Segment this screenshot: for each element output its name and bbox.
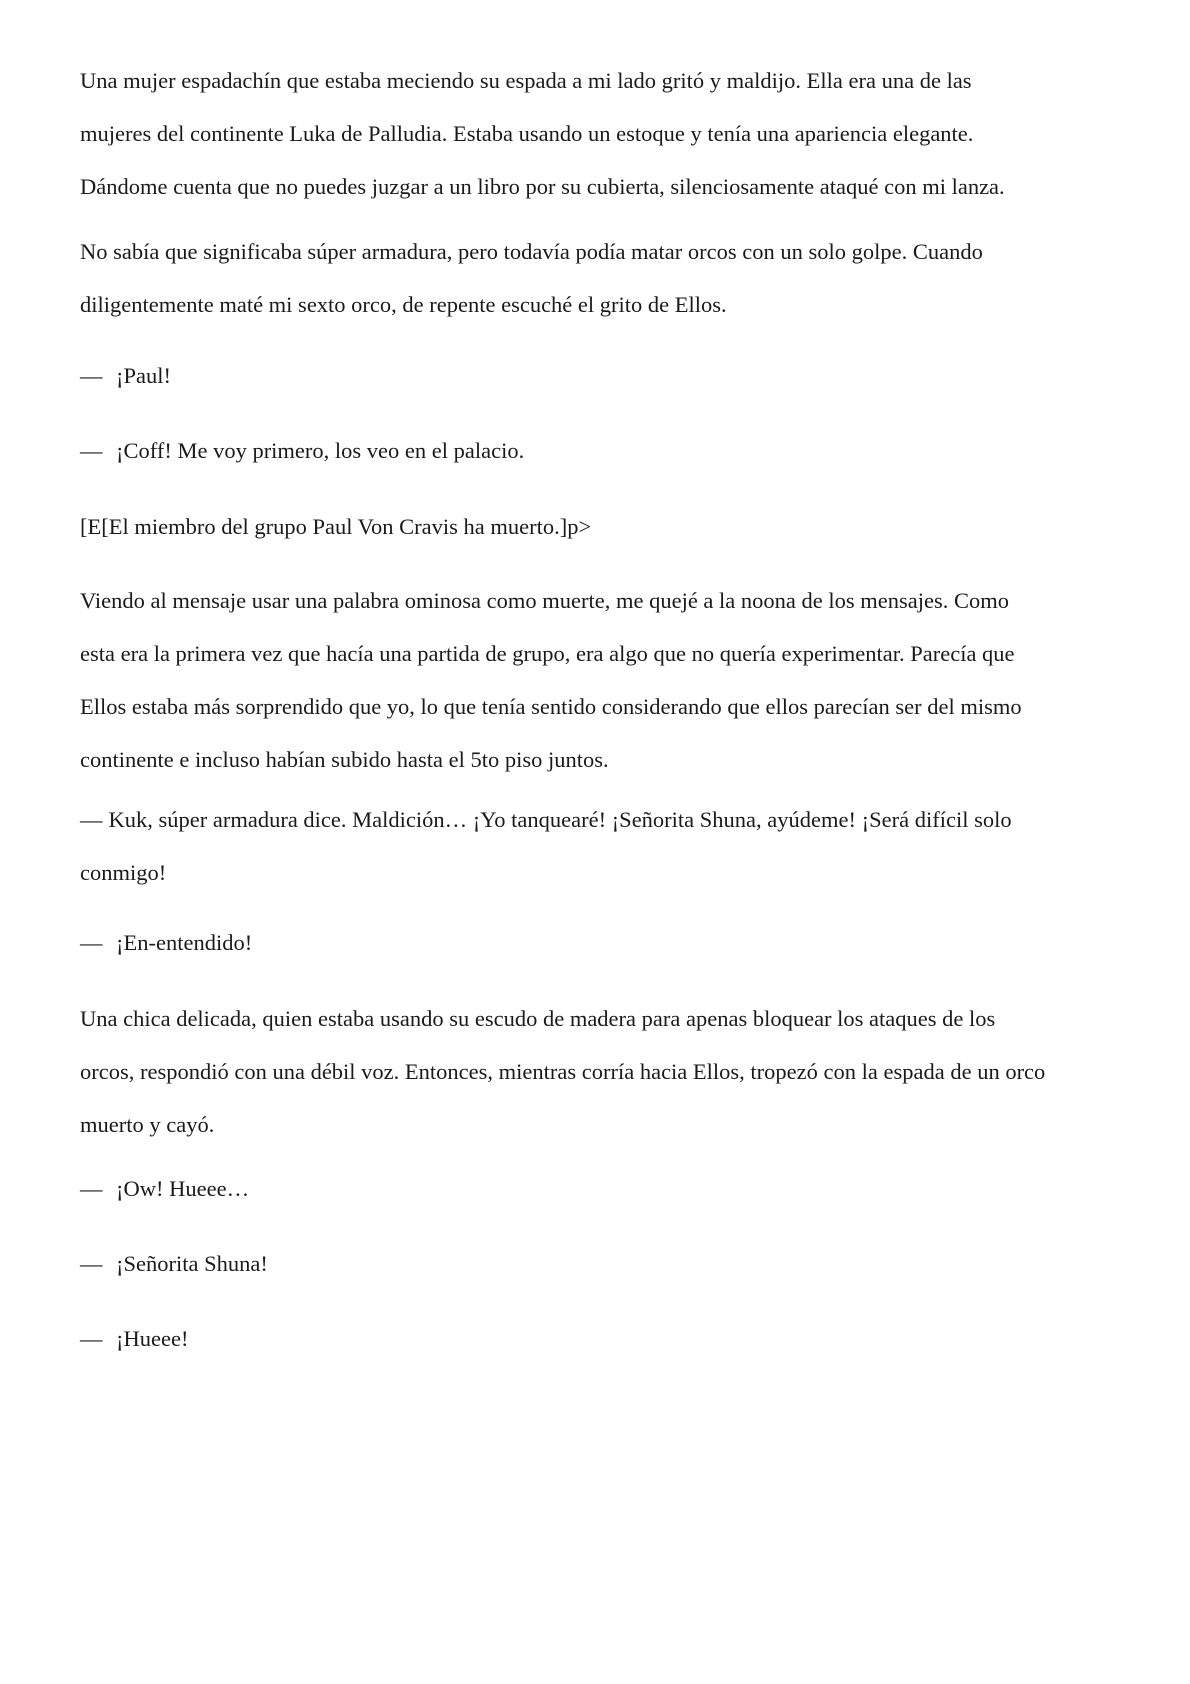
dialogue-line-4 [80,916,1120,969]
dialogue-line-7 [80,1312,1120,1365]
paragraph-line: diligentemente maté mi sexto orco, de repente escuché el grito de Ellos. [80,292,727,317]
paragraph-1 [80,54,1120,213]
paragraph-line: continente e incluso habían subido hasta el 5to piso juntos. [80,747,609,772]
system-message [80,500,1120,553]
dialogue-text: ¡Ow! Hueee… [116,1176,250,1201]
paragraph-line: muerto y cayó. [80,1112,215,1137]
dialogue-text: Kuk, súper armadura dice. Maldición… ¡Yo tanquearé! ¡Señorita Shuna, ayúdeme! ¡Será difícil solo [108,807,1012,832]
dialogue-dash: — [80,1176,103,1201]
dialogue-text: conmigo! [80,860,167,885]
dialogue-dash: — [80,1326,103,1351]
dialogue-dash: — [80,807,103,832]
dialogue-dash: — [80,1251,103,1276]
paragraph-2 [80,225,1120,331]
dialogue-dash: — [80,438,103,463]
paragraph-line: mujeres del continente Luka de Palludia. Estaba usando un estoque y tenía una apariencia elegante. [80,121,974,146]
dialogue-text: ¡Hueee! [116,1326,189,1351]
system-message-text: [E[El miembro del grupo Paul Von Cravis ha muerto.]p> [80,514,592,539]
paragraph-line: Una mujer espadachín que estaba meciendo su espada a mi lado gritó y maldijo. Ella era una de las [80,68,972,93]
paragraph-3 [80,574,1120,786]
paragraph-line: No sabía que significaba súper armadura, pero todavía podía matar orcos con un solo golpe. Cuando [80,239,983,264]
dialogue-dash: — [80,930,103,955]
dialogue-line-1 [80,349,1120,402]
dialogue-text: ¡Paul! [116,363,171,388]
dialogue-text: ¡Coff! Me voy primero, los veo en el palacio. [116,438,525,463]
paragraph-line: esta era la primera vez que hacía una partida de grupo, era algo que no quería experimentar. Parecía que [80,641,1015,666]
dialogue-text: ¡Señorita Shuna! [116,1251,268,1276]
paragraph-line: Una chica delicada, quien estaba usando su escudo de madera para apenas bloquear los ataques de los [80,1006,996,1031]
paragraph-4 [80,992,1120,1151]
dialogue-line-5 [80,1162,1120,1215]
paragraph-line: Ellos estaba más sorprendido que yo, lo que tenía sentido considerando que ellos parecían ser del mismo [80,694,1022,719]
dialogue-line-2 [80,424,1120,477]
dialogue-line-3 [80,793,1120,899]
dialogue-text: ¡En-entendido! [116,930,253,955]
paragraph-line: Dándome cuenta que no puedes juzgar a un libro por su cubierta, silenciosamente ataqué con mi lanza. [80,174,1005,199]
paragraph-line: Viendo al mensaje usar una palabra ominosa como muerte, me quejé a la noona de los mensajes. Como [80,588,1009,613]
paragraph-line: orcos, respondió con una débil voz. Entonces, mientras corría hacia Ellos, tropezó con la espada de un orco [80,1059,1046,1084]
dialogue-dash: — [80,363,103,388]
dialogue-line-6 [80,1237,1120,1290]
